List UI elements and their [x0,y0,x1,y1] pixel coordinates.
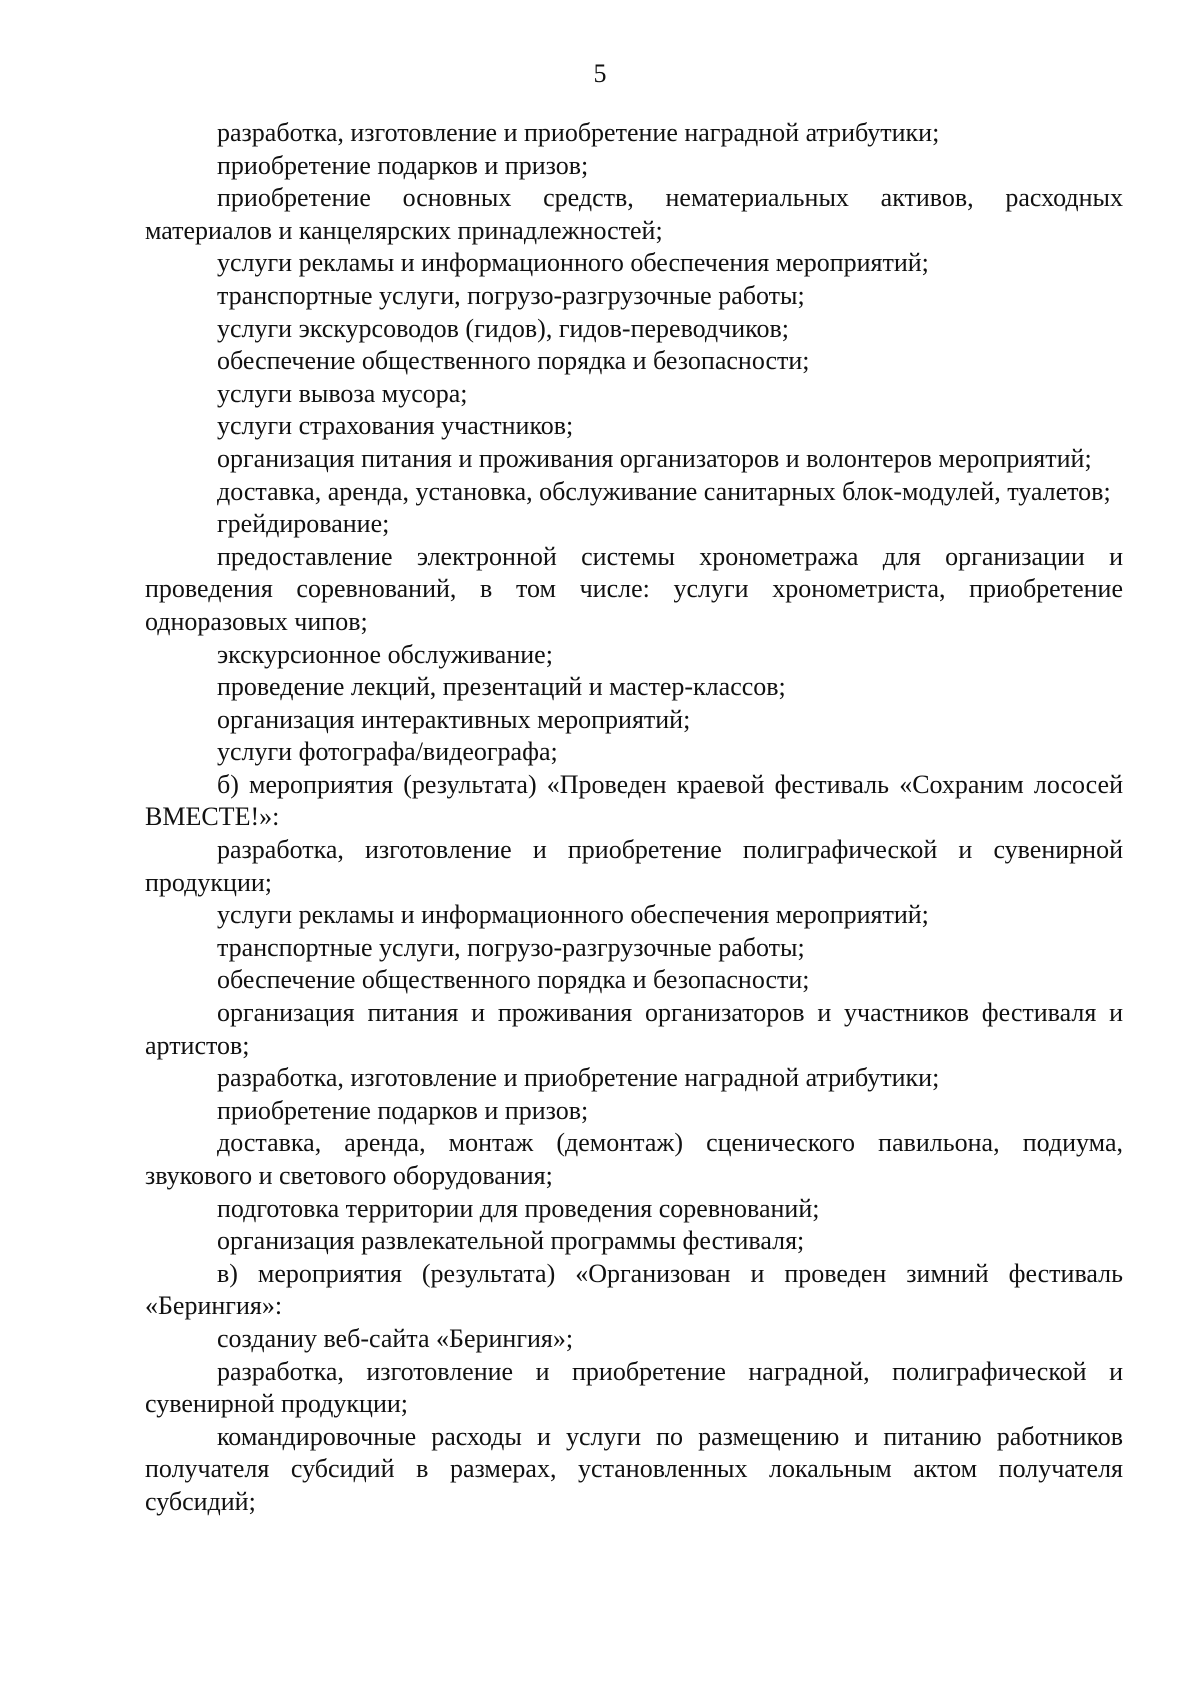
paragraph: обеспечение общественного порядка и безопасности; [217,346,810,376]
paragraph: услуги рекламы и информационного обеспечения мероприятий; [217,248,929,278]
paragraph: проведение лекций, презентаций и мастер-классов; [217,672,786,702]
paragraph: приобретение подарков и призов; [217,1095,589,1125]
paragraph: доставка, аренда, монтаж (демонтаж) сценического павильона, подиума, звукового и светового оборудования; [145,1128,1123,1190]
paragraph: обеспечение общественного порядка и безопасности; [217,965,810,995]
paragraph: разработка, изготовление и приобретение наградной атрибутики; [217,1063,940,1093]
paragraph: транспортные услуги, погрузо-разгрузочные работы; [217,932,805,962]
paragraph: приобретение основных средств, нематериальных активов, расходных материалов и канцелярских принадлежностей; [145,183,1123,245]
document-body [145,117,1123,1519]
paragraph: организация питания и проживания организаторов и волонтеров мероприятий; [217,443,1092,473]
paragraph: экскурсионное обслуживание; [217,639,553,669]
paragraph: организация питания и проживания организаторов и участников фестиваля и артистов; [145,998,1123,1060]
paragraph: б) мероприятия (результата) «Проведен краевой фестиваль «Сохраним лососей ВМЕСТЕ!»: [145,769,1123,832]
paragraph: предоставление электронной системы хронометража для организации и проведения соревнований, в том числе: услуги хронометриста, приобретение одноразовых чипов; [145,541,1123,636]
paragraph: транспортные услуги, погрузо-разгрузочные работы; [217,280,805,310]
paragraph: приобретение подарков и призов; [217,150,589,180]
paragraph: организация интерактивных мероприятий; [217,704,691,734]
paragraph: командировочные расходы и услуги по размещению и питанию работников получателя субсидий в размерах, установленных локальным актом получателя субсидий; [145,1421,1123,1516]
paragraph: грейдирование; [217,509,390,539]
paragraph: организация развлекательной программы фестиваля; [217,1226,805,1256]
paragraph: созданиу веб-сайта «Берингия»; [217,1323,574,1353]
paragraph: разработка, изготовление и приобретение полиграфической и сувенирной продукции; [145,835,1123,897]
paragraph: услуги страхования участников; [217,411,574,441]
paragraph: в) мероприятия (результата) «Организован и проведен зимний фестиваль «Берингия»: [145,1258,1123,1321]
paragraph: услуги фотографа/видеографа; [217,737,558,767]
paragraph: подготовка территории для проведения соревнований; [217,1193,820,1223]
paragraph: разработка, изготовление и приобретение наградной атрибутики; [217,118,940,147]
paragraph: услуги рекламы и информационного обеспечения мероприятий; [217,900,929,930]
paragraph: доставка, аренда, установка, обслуживание санитарных блок-модулей, туалетов; [217,476,1111,506]
paragraph: разработка, изготовление и приобретение наградной, полиграфической и сувенирной продукции; [145,1356,1123,1419]
paragraph: услуги вывоза мусора; [217,378,468,408]
paragraph: услуги экскурсоводов (гидов), гидов-переводчиков; [217,313,789,343]
page-number: 5 [593,59,607,88]
